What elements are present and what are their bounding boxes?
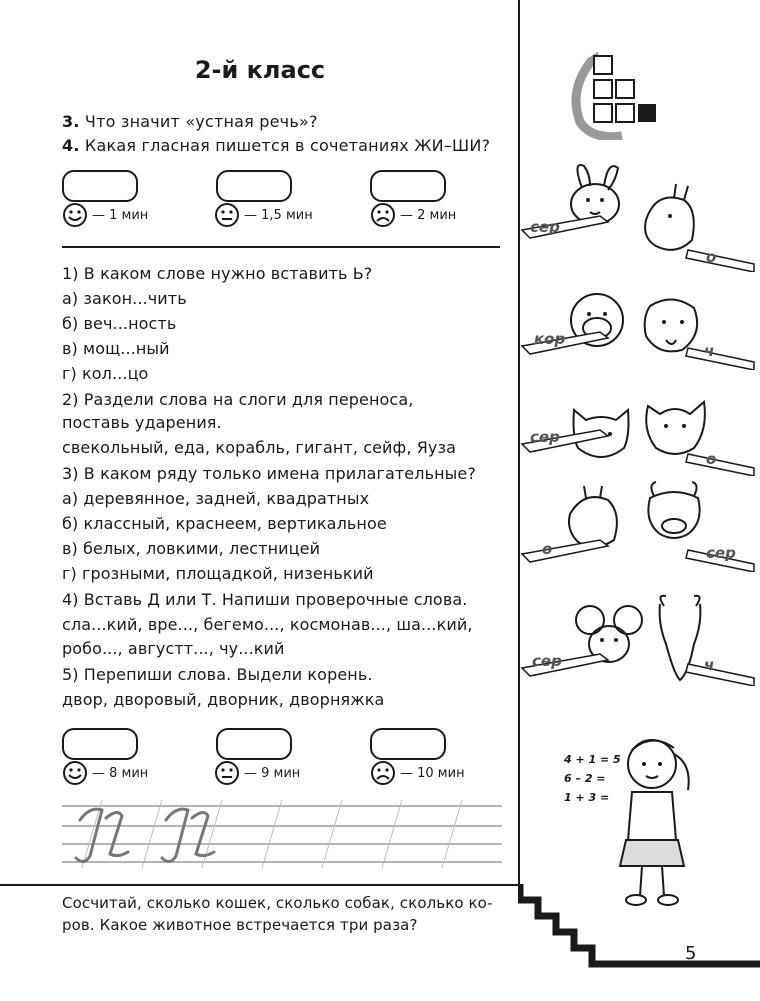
puzzle-logo-icon xyxy=(562,50,672,140)
timing-label: — 9 мин xyxy=(244,765,301,781)
pencil-label: ч xyxy=(704,656,715,674)
girl-drawing xyxy=(592,730,702,910)
task-2-words: свекольный, еда, корабль, гигант, сейф, Яуза xyxy=(62,438,456,457)
sad-face-icon xyxy=(370,202,396,228)
pencil-2 xyxy=(684,236,760,272)
question-4 xyxy=(62,136,490,155)
question-number: 3. xyxy=(62,112,80,131)
pencil-7 xyxy=(520,534,610,566)
timing-label: — 2 мин xyxy=(400,207,457,223)
task-5-words: двор, дворовый, дворник, дворняжка xyxy=(62,690,385,709)
bottom-task-divider xyxy=(0,884,520,886)
task-2-title: 2) Раздели слова на слоги для переноса, xyxy=(62,390,414,409)
score-box-5[interactable] xyxy=(216,728,292,760)
question-text: Какая гласная пишется в сочетаниях ЖИ–ШИ? xyxy=(84,136,491,155)
task-1-option: г) кол...цо xyxy=(62,364,149,383)
task-1-title: 1) В каком слове нужно вставить Ь? xyxy=(62,264,373,283)
timing-label: — 8 мин xyxy=(92,765,149,781)
task-3-title: 3) В каком ряду только имена прилагательные? xyxy=(62,464,476,483)
task-3-option: г) грозными, площадкой, низенький xyxy=(62,564,374,583)
timing-fast-2 xyxy=(62,760,148,786)
question-3 xyxy=(62,112,318,131)
pencil-label: кор xyxy=(534,330,566,348)
pencil-label: сер xyxy=(532,652,562,670)
timing-label: — 1,5 мин xyxy=(244,207,313,223)
task-3-option: б) классный, краснеем, вертикальное xyxy=(62,514,387,533)
neutral-face-icon xyxy=(214,760,240,786)
section-divider xyxy=(62,246,500,248)
timing-slow-2 xyxy=(370,760,465,786)
math-line: 6 – 2 = xyxy=(564,772,606,785)
score-box-2[interactable] xyxy=(216,170,292,202)
pencil-label: сер xyxy=(706,544,736,562)
task-1-option: а) закон...чить xyxy=(62,289,187,308)
neutral-face-icon xyxy=(214,202,240,228)
handwriting-practice xyxy=(62,796,502,872)
math-line: 4 + 1 = 5 xyxy=(564,753,621,766)
pencil-label: о xyxy=(706,248,717,266)
page-title: 2-й класс xyxy=(194,56,326,84)
question-text: Что значит «устная речь»? xyxy=(84,112,318,131)
page-number: 5 xyxy=(685,943,697,964)
sad-face-icon xyxy=(370,760,396,786)
task-2-title-cont: поставь ударения. xyxy=(62,413,222,432)
pencil-6 xyxy=(684,440,760,476)
bottom-task-line-1: Сосчитай, сколько кошек, сколько собак, сколько ко- xyxy=(62,894,493,912)
pencil-4 xyxy=(684,334,760,370)
pencil-label: о xyxy=(542,540,553,558)
task-4-title: 4) Вставь Д или Т. Напиши проверочные слова. xyxy=(62,590,468,609)
score-box-6[interactable] xyxy=(370,728,446,760)
task-4-words-cont: робо..., августт..., чу...кий xyxy=(62,639,285,658)
task-4-words: сла...кий, вре..., бегемо..., космонав..., ша...кий, xyxy=(62,615,473,634)
task-3-option: а) деревянное, задней, квадратных xyxy=(62,489,370,508)
bottom-task-line-2: ров. Какое животное встречается три раза? xyxy=(62,916,418,934)
pencil-label: сер xyxy=(530,428,560,446)
timing-label: — 10 мин xyxy=(400,765,465,781)
happy-face-icon xyxy=(62,760,88,786)
score-box-3[interactable] xyxy=(370,170,446,202)
math-line: 1 + 3 = xyxy=(564,791,610,804)
task-1-option: в) мощ...ный xyxy=(62,339,170,358)
task-1-option: б) веч...ность xyxy=(62,314,177,333)
timing-medium xyxy=(214,202,313,228)
pencil-label: ч xyxy=(704,342,715,360)
timing-label: — 1 мин xyxy=(92,207,149,223)
task-5-title: 5) Перепиши слова. Выдели корень. xyxy=(62,665,373,684)
score-box-1[interactable] xyxy=(62,170,138,202)
timing-fast xyxy=(62,202,148,228)
happy-face-icon xyxy=(62,202,88,228)
pencil-10 xyxy=(684,650,760,686)
pencil-label: о xyxy=(706,450,717,468)
question-number: 4. xyxy=(62,136,80,155)
task-3-option: в) белых, ловкими, лестницей xyxy=(62,539,321,558)
score-box-4[interactable] xyxy=(62,728,138,760)
pencil-label: сер xyxy=(530,218,560,236)
timing-medium-2 xyxy=(214,760,300,786)
timing-slow xyxy=(370,202,456,228)
